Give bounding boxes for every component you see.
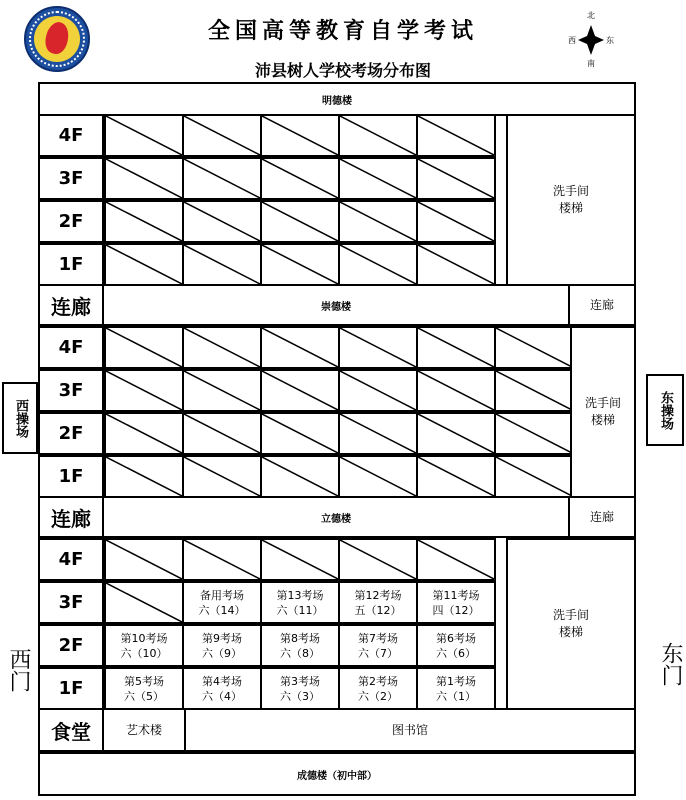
exam-room-name: 第10考场 bbox=[120, 631, 168, 645]
floor-label-2F: 2F bbox=[38, 624, 104, 667]
unused-room-diagonal bbox=[184, 202, 260, 241]
unused-room-diagonal bbox=[418, 328, 494, 367]
exam-room-name: 第8考场 bbox=[280, 631, 320, 645]
floor-label-1F: 1F bbox=[38, 243, 104, 286]
unused-room-diagonal bbox=[106, 202, 182, 241]
building-chongde: 崇德楼 bbox=[102, 284, 570, 326]
classroom bbox=[182, 412, 262, 455]
classroom bbox=[104, 581, 184, 624]
exam-room-name: 第3考场 bbox=[280, 674, 320, 688]
washroom-stairs bbox=[506, 538, 636, 710]
exam-room-name: 第9考场 bbox=[202, 631, 242, 645]
unused-room-diagonal bbox=[340, 245, 416, 284]
exam-room-class: 六（5） bbox=[124, 689, 164, 703]
classroom bbox=[260, 200, 340, 243]
unused-room-diagonal bbox=[106, 457, 182, 496]
exam-room bbox=[338, 624, 418, 667]
unused-room-diagonal bbox=[184, 414, 260, 453]
classroom bbox=[338, 243, 418, 286]
classroom bbox=[260, 455, 340, 498]
classroom bbox=[104, 326, 184, 369]
classroom bbox=[104, 369, 184, 412]
exam-room-name: 第11考场 bbox=[432, 588, 480, 602]
exam-room-name: 第2考场 bbox=[358, 674, 398, 688]
classroom bbox=[182, 326, 262, 369]
unused-room-diagonal bbox=[184, 245, 260, 284]
classroom bbox=[338, 538, 418, 581]
exam-room bbox=[338, 667, 418, 710]
exam-room-name: 第1考场 bbox=[436, 674, 476, 688]
east-playground-label: 东操场 bbox=[658, 390, 673, 430]
exam-room-class: 六（14） bbox=[198, 603, 246, 617]
floor-label-4F: 4F bbox=[38, 538, 104, 581]
classroom bbox=[416, 326, 496, 369]
unused-room-diagonal bbox=[262, 371, 338, 410]
building-lide: 立德楼 bbox=[102, 496, 570, 538]
unused-room-diagonal bbox=[106, 540, 182, 579]
floor-label-3F: 3F bbox=[38, 581, 104, 624]
floor-label-2F: 2F bbox=[38, 412, 104, 455]
unused-room-diagonal bbox=[418, 159, 494, 198]
unused-room-diagonal bbox=[184, 540, 260, 579]
classroom bbox=[494, 326, 574, 369]
building-section-2 bbox=[38, 326, 636, 498]
unused-room-diagonal bbox=[106, 159, 182, 198]
unused-room-diagonal bbox=[262, 245, 338, 284]
building-mingde: 明德楼 bbox=[38, 82, 636, 116]
exam-room bbox=[338, 581, 418, 624]
west-playground bbox=[2, 382, 38, 454]
classroom bbox=[260, 412, 340, 455]
classroom bbox=[182, 369, 262, 412]
floor-label-1F: 1F bbox=[38, 667, 104, 710]
classroom bbox=[182, 538, 262, 581]
classroom bbox=[104, 200, 184, 243]
exam-room bbox=[260, 624, 340, 667]
unused-room-diagonal bbox=[262, 457, 338, 496]
floor-label-1F: 1F bbox=[38, 455, 104, 498]
washroom-stairs bbox=[570, 326, 636, 498]
unused-room-diagonal bbox=[340, 414, 416, 453]
exam-room bbox=[260, 581, 340, 624]
canteen: 食堂 bbox=[51, 719, 91, 744]
classroom bbox=[260, 369, 340, 412]
washroom-stairs bbox=[506, 114, 636, 286]
exam-room-class: 六（2） bbox=[358, 689, 398, 703]
unused-room-diagonal bbox=[106, 583, 182, 622]
building-section-3 bbox=[38, 538, 636, 710]
classroom bbox=[182, 200, 262, 243]
exam-room-name: 第13考场 bbox=[276, 588, 324, 602]
washroom-stairs-label: 洗手间 楼梯 bbox=[552, 184, 589, 215]
classroom bbox=[104, 455, 184, 498]
exam-room-name: 第7考场 bbox=[358, 631, 398, 645]
classroom bbox=[260, 243, 340, 286]
classroom bbox=[104, 243, 184, 286]
washroom-stairs-label: 洗手间 楼梯 bbox=[552, 608, 589, 639]
unused-room-diagonal bbox=[262, 116, 338, 155]
exam-room-class: 六（6） bbox=[436, 646, 476, 660]
unused-room-diagonal bbox=[496, 328, 572, 367]
corridor-label-2: 连廊 bbox=[51, 506, 91, 531]
west-playground-label: 西操场 bbox=[13, 398, 28, 438]
unused-room-diagonal bbox=[262, 202, 338, 241]
classroom bbox=[338, 412, 418, 455]
compass-cross-icon bbox=[578, 25, 604, 55]
east-playground bbox=[646, 374, 684, 446]
exam-room bbox=[416, 667, 496, 710]
unused-room-diagonal bbox=[340, 371, 416, 410]
classroom bbox=[260, 538, 340, 581]
compass bbox=[556, 8, 626, 72]
classroom bbox=[338, 200, 418, 243]
classroom bbox=[182, 157, 262, 200]
unused-room-diagonal bbox=[418, 202, 494, 241]
unused-room-diagonal bbox=[418, 245, 494, 284]
unused-room-diagonal bbox=[184, 328, 260, 367]
exam-room bbox=[104, 624, 184, 667]
classroom bbox=[104, 114, 184, 157]
floor-label-4F: 4F bbox=[38, 326, 104, 369]
unused-room-diagonal bbox=[106, 328, 182, 367]
compass-north: 北 bbox=[587, 11, 595, 20]
exam-room-name: 第6考场 bbox=[436, 631, 476, 645]
classroom bbox=[338, 455, 418, 498]
classroom bbox=[260, 326, 340, 369]
classroom bbox=[182, 114, 262, 157]
exam-room bbox=[416, 581, 496, 624]
exam-room bbox=[104, 667, 184, 710]
classroom bbox=[416, 369, 496, 412]
exam-room-class: 六（11） bbox=[276, 603, 324, 617]
floor-label-3F: 3F bbox=[38, 369, 104, 412]
classroom bbox=[338, 157, 418, 200]
unused-room-diagonal bbox=[340, 457, 416, 496]
exam-room bbox=[182, 667, 262, 710]
exam-room-name: 第12考场 bbox=[354, 588, 402, 602]
floor-label-3F: 3F bbox=[38, 157, 104, 200]
exam-room bbox=[182, 624, 262, 667]
compass-east: 东 bbox=[606, 36, 614, 45]
corridor-small-1: 连廊 bbox=[589, 297, 614, 312]
unused-room-diagonal bbox=[106, 245, 182, 284]
page-title: 全国高等教育自学考试 bbox=[207, 18, 478, 44]
classroom bbox=[416, 157, 496, 200]
unused-room-diagonal bbox=[340, 159, 416, 198]
washroom-stairs-label: 洗手间 楼梯 bbox=[584, 396, 621, 427]
unused-room-diagonal bbox=[106, 371, 182, 410]
exam-room bbox=[260, 667, 340, 710]
unused-room-diagonal bbox=[340, 328, 416, 367]
classroom bbox=[416, 455, 496, 498]
exam-room-name: 第5考场 bbox=[124, 674, 164, 688]
classroom bbox=[416, 114, 496, 157]
exam-room-class: 六（3） bbox=[280, 689, 320, 703]
classroom bbox=[494, 412, 574, 455]
page-subtitle: 沛县树人学校考场分布图 bbox=[254, 61, 431, 80]
art-building: 艺术楼 bbox=[102, 708, 186, 752]
classroom bbox=[182, 455, 262, 498]
unused-room-diagonal bbox=[418, 414, 494, 453]
classroom bbox=[494, 369, 574, 412]
corridor-small-2: 连廊 bbox=[589, 509, 614, 524]
exam-room-class: 四（12） bbox=[432, 603, 480, 617]
exam-room-name: 备用考场 bbox=[200, 588, 244, 602]
exam-room-class: 六（4） bbox=[202, 689, 242, 703]
unused-room-diagonal bbox=[340, 540, 416, 579]
unused-room-diagonal bbox=[496, 457, 572, 496]
classroom bbox=[260, 157, 340, 200]
unused-room-diagonal bbox=[106, 414, 182, 453]
unused-room-diagonal bbox=[262, 414, 338, 453]
unused-room-diagonal bbox=[262, 328, 338, 367]
unused-room-diagonal bbox=[418, 457, 494, 496]
exam-room-class: 六（9） bbox=[202, 646, 242, 660]
classroom bbox=[416, 412, 496, 455]
floor-label-4F: 4F bbox=[38, 114, 104, 157]
classroom bbox=[338, 326, 418, 369]
unused-room-diagonal bbox=[496, 414, 572, 453]
classroom bbox=[104, 412, 184, 455]
unused-room-diagonal bbox=[418, 540, 494, 579]
unused-room-diagonal bbox=[184, 371, 260, 410]
unused-room-diagonal bbox=[184, 159, 260, 198]
compass-west: 西 bbox=[568, 36, 576, 45]
classroom bbox=[494, 455, 574, 498]
unused-room-diagonal bbox=[340, 116, 416, 155]
classroom bbox=[338, 114, 418, 157]
exam-room-class: 六（1） bbox=[436, 689, 476, 703]
unused-room-diagonal bbox=[496, 371, 572, 410]
unused-room-diagonal bbox=[106, 116, 182, 155]
east-gate: 东门 bbox=[658, 642, 683, 686]
library: 图书馆 bbox=[391, 722, 428, 737]
classroom bbox=[182, 243, 262, 286]
classroom bbox=[416, 538, 496, 581]
exam-room-class: 六（8） bbox=[280, 646, 320, 660]
floor-label-2F: 2F bbox=[38, 200, 104, 243]
exam-room-class: 五（12） bbox=[354, 603, 402, 617]
unused-room-diagonal bbox=[418, 116, 494, 155]
building-section-1 bbox=[38, 114, 636, 286]
west-gate: 西门 bbox=[6, 648, 31, 692]
exam-room-class: 六（7） bbox=[358, 646, 398, 660]
exam-room bbox=[416, 624, 496, 667]
building-chengde: 成德楼（初中部） bbox=[38, 752, 636, 796]
classroom bbox=[260, 114, 340, 157]
unused-room-diagonal bbox=[184, 116, 260, 155]
exam-room bbox=[182, 581, 262, 624]
exam-room-name: 第4考场 bbox=[202, 674, 242, 688]
compass-south: 南 bbox=[587, 59, 595, 68]
classroom bbox=[104, 538, 184, 581]
classroom bbox=[338, 369, 418, 412]
classroom bbox=[104, 157, 184, 200]
classroom bbox=[416, 200, 496, 243]
exam-room-class: 六（10） bbox=[120, 646, 168, 660]
unused-room-diagonal bbox=[418, 371, 494, 410]
unused-room-diagonal bbox=[340, 202, 416, 241]
unused-room-diagonal bbox=[262, 540, 338, 579]
corridor-label-1: 连廊 bbox=[51, 294, 91, 319]
unused-room-diagonal bbox=[184, 457, 260, 496]
unused-room-diagonal bbox=[262, 159, 338, 198]
classroom bbox=[416, 243, 496, 286]
